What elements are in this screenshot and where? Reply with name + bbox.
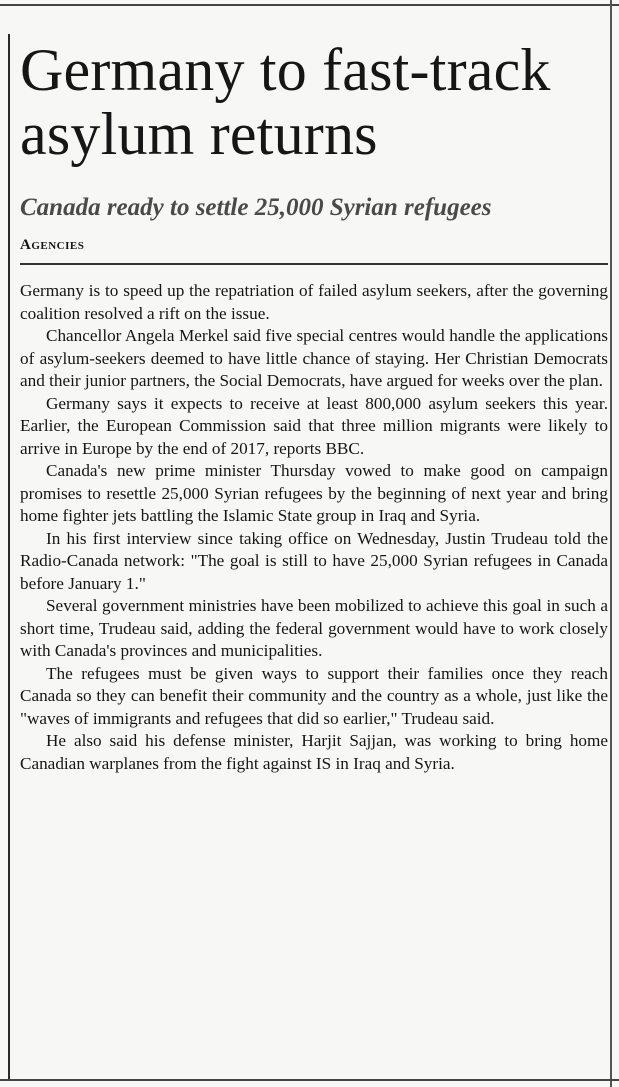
article-paragraph: He also said his defense minister, Harjit Sajjan, was working to bring home Canadian warplanes from the fight against IS in Iraq and Syria. bbox=[20, 731, 608, 773]
article-subheadline: Canada ready to settle 25,000 Syrian refugees bbox=[20, 194, 492, 221]
bottom-border-rule bbox=[0, 1079, 619, 1081]
article-paragraph: Several government ministries have been mobilized to achieve this goal in such a short time, Trudeau said, adding the federal government would have to work closely with Canada's provinces and municipalities. bbox=[20, 596, 608, 660]
byline-divider bbox=[20, 263, 608, 265]
article-paragraph: The refugees must be given ways to support their families once they reach Canada so they can benefit their community and the country as a whole, just like the "waves of immigrants and refugees that did so earlier," Trudeau said. bbox=[20, 663, 608, 728]
article-paragraph: In his first interview since taking office on Wednesday, Justin Trudeau told the Radio-Canada network: "The goal is still to have 25,000 Syrian refugees in Canada before January 1." bbox=[20, 528, 608, 593]
article-paragraph: Canada's new prime minister Thursday vowed to make good on campaign promises to resettle 25,000 Syrian refugees by the beginning of next year and bring home fighter jets battling the Islamic State group in Iraq and Syria. bbox=[20, 461, 608, 525]
article-paragraph: Germany says it expects to receive at least 800,000 asylum seekers this year. Earlier, the European Commission said that three million migrants were likely to arrive in Europe by the end of 2017, reports BBC. bbox=[20, 393, 608, 458]
top-border-rule bbox=[0, 4, 619, 6]
article-paragraph: Germany is to speed up the repatriation of failed asylum seekers, after the governing coalition resolved a rift on the issue. bbox=[20, 281, 608, 323]
article-byline: Agencies bbox=[20, 237, 85, 253]
article-headline: Germany to fast-track asylum returns bbox=[20, 37, 551, 167]
article-paragraph: Chancellor Angela Merkel said five special centres would handle the applications of asylum-seekers deemed to have little chance of staying. Her Christian Democrats and their junior partners, the Social Democrats, have argued for weeks over the plan. bbox=[20, 326, 608, 390]
article-body bbox=[20, 280, 608, 775]
column-left-rule bbox=[8, 34, 10, 1080]
column-right-rule bbox=[610, 0, 612, 1087]
